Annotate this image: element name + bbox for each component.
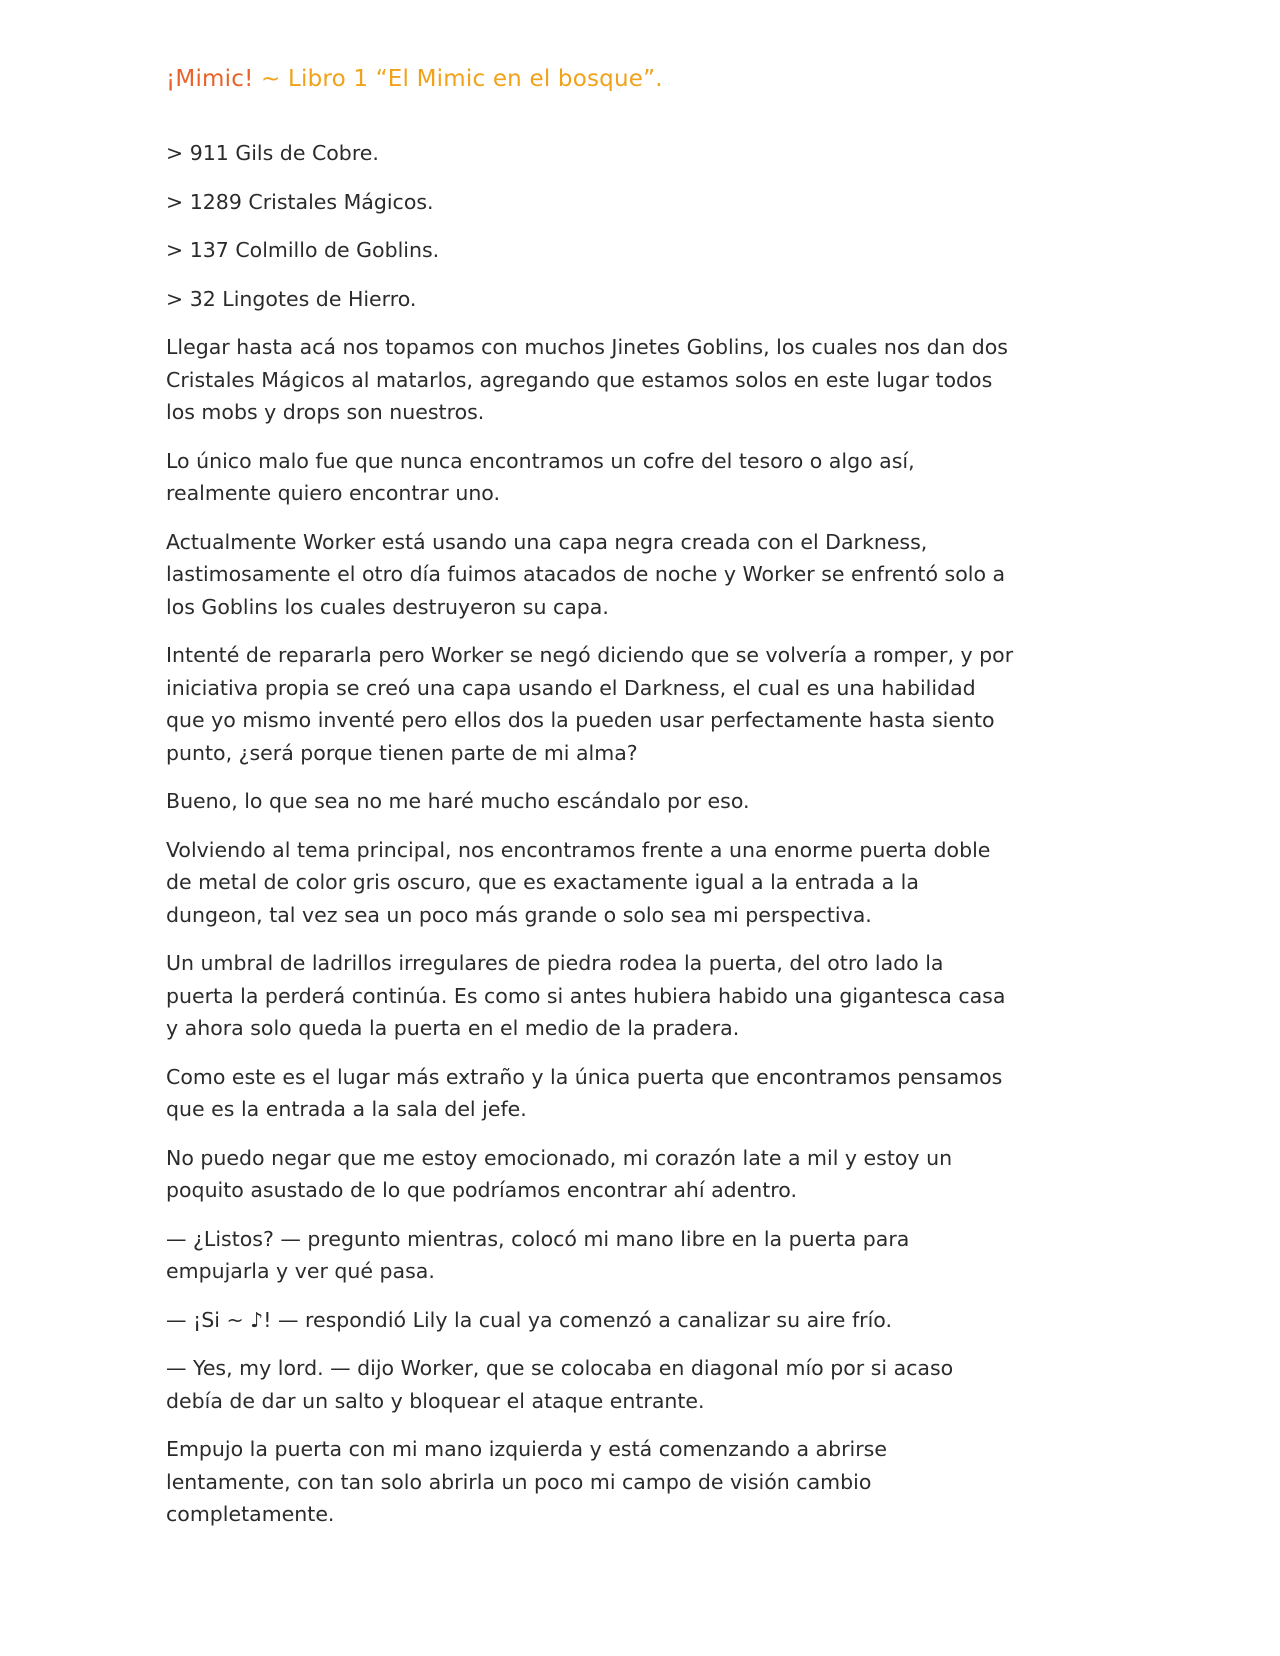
page-header — [166, 66, 663, 92]
dialogue-line: — Yes, my lord. — dijo Worker, que se colocaba en diagonal mío por si acaso debía de dar un salto y bloquear el ataque entrante. — [166, 1356, 954, 1413]
paragraph: Lo único malo fue que nunca encontramos un cofre del tesoro o algo así, realmente quiero encontrar uno. — [166, 448, 915, 505]
paragraph: Volviendo al tema principal, nos encontramos frente a una enorme puerta doble de metal de color gris oscuro, que es exactamente igual a la entrada a la dungeon, tal vez sea un poco más grande o solo sea mi perspectiva. — [166, 837, 991, 927]
header-title-prefix: ¡Mimic! — [166, 66, 254, 92]
paragraph: Llegar hasta acá nos topamos con muchos Jinetes Goblins, los cuales nos dan dos Cristales Mágicos al matarlos, agregando que estamos solos en este lugar todos los mobs y drops son nuestros. — [166, 335, 1008, 424]
inventory-item: > 137 Colmillo de Goblins. — [166, 238, 440, 262]
dialogue-line: — ¡Si ~ ♪! — respondió Lily la cual ya comenzó a canalizar su aire frío. — [166, 1307, 892, 1332]
inventory-item: > 911 Gils de Cobre. — [166, 141, 379, 165]
paragraph: Como este es el lugar más extraño y la única puerta que encontramos pensamos que es la entrada a la sala del jefe. — [166, 1064, 1003, 1121]
header-title-rest: ~ Libro 1 “El Mimic en el bosque”. — [253, 66, 663, 92]
paragraph: No puedo negar que me estoy emocionado, mi corazón late a mil y estoy un poquito asustado de lo que podríamos encontrar ahí adentro. — [166, 1145, 953, 1202]
paragraph: Bueno, lo que sea no me haré mucho escándalo por eso. — [166, 789, 750, 813]
paragraph: Un umbral de ladrillos irregulares de piedra rodea la puerta, del otro lado la puerta la perderá continúa. Es como si antes hubiera habido una gigantesca casa y ahora solo queda la puerta en el medio de la pradera. — [166, 951, 1006, 1040]
dialogue-line: — ¿Listos? — pregunto mientras, colocó mi mano libre en la puerta para empujarla y ver qué pasa. — [166, 1226, 910, 1283]
paragraph: Actualmente Worker está usando una capa negra creada con el Darkness, lastimosamente el otro día fuimos atacados de noche y Worker se enfrentó solo a los Goblins los cuales destruyeron su capa. — [166, 529, 1006, 619]
paragraph: Empujo la puerta con mi mano izquierda y está comenzando a abrirse lentamente, con tan solo abrirla un poco mi campo de visión cambio completamente. — [166, 1437, 887, 1526]
paragraph: Intenté de repararla pero Worker se negó diciendo que se volvería a romper, y por iniciativa propia se creó una capa usando el Darkness, el cual es una habilidad que yo mismo inventé pero ellos dos la pueden usar perfectamente hasta siento punto, ¿será porque tienen parte de mi alma? — [166, 643, 1014, 765]
inventory-item: > 32 Lingotes de Hierro. — [166, 286, 417, 311]
document-body — [166, 137, 1016, 1547]
inventory-item: > 1289 Cristales Mágicos. — [166, 189, 434, 214]
